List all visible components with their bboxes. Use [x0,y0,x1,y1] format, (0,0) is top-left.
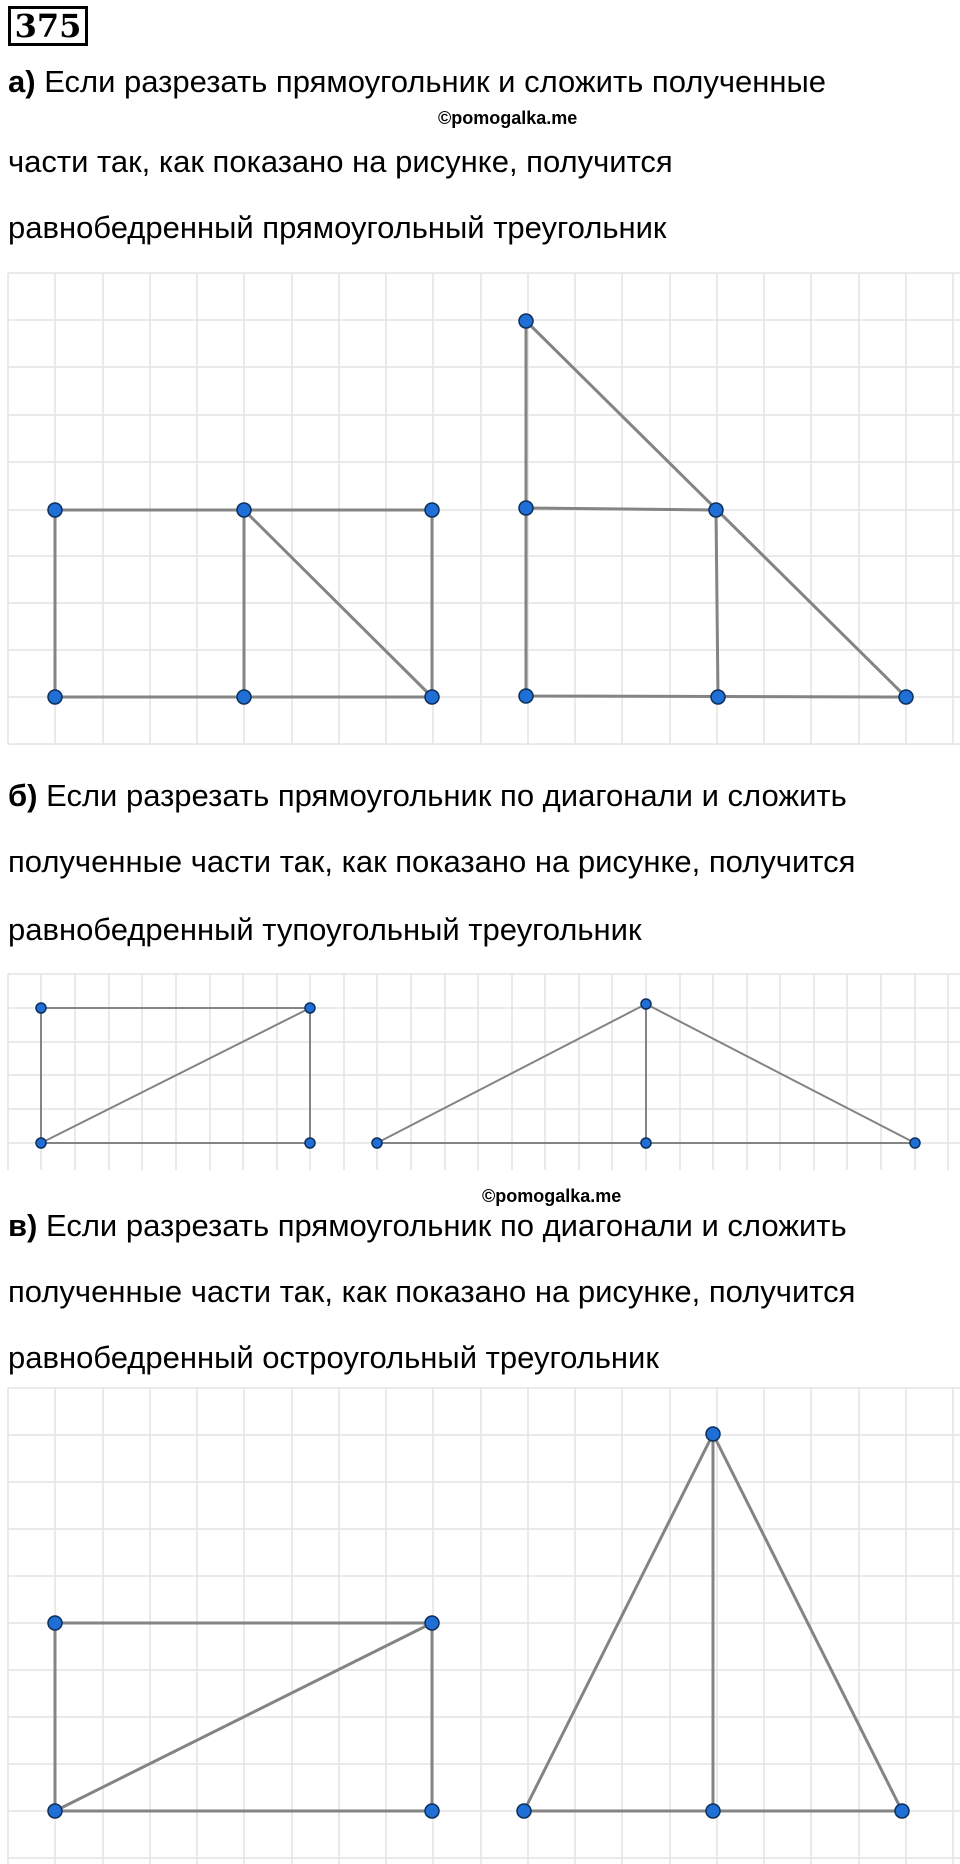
part-b-label: б) [8,778,38,813]
problem-number: 375 [8,6,88,46]
figure-c [0,1386,960,1864]
part-c-text-1: Если разрезать прямоугольник по диагонали и сложить [46,1208,847,1243]
point [519,689,533,703]
part-a-line-1 [8,62,826,102]
part-b-line-2: полученные части так, как показано на рисунке, получится [8,844,856,879]
figure-b-triangle [372,999,920,1148]
part-b-line-3: равнобедренный тупоугольный треугольник [8,912,642,947]
point [48,1804,62,1818]
figure-b-grid [8,974,960,1170]
figure-c-grid [8,1388,960,1864]
figure-a-triangle [519,314,913,704]
part-c-line-1 [8,1206,847,1246]
point [709,503,723,517]
part-b-text-1: Если разрезать прямоугольник по диагонали и сложить [46,778,847,813]
point [425,690,439,704]
figure-b [0,972,960,1172]
part-a-label: а) [8,64,36,99]
point [305,1003,315,1013]
point [519,501,533,515]
point [48,690,62,704]
part-a-line-2: части так, как показано на рисунке, получится [8,144,673,179]
point [425,1804,439,1818]
point [895,1804,909,1818]
point [425,503,439,517]
part-c-line-3: равнобедренный остроугольный треугольник [8,1340,659,1375]
point [48,1616,62,1630]
part-c-label: в) [8,1208,38,1243]
point [48,503,62,517]
figure-a [0,270,960,750]
watermark-top: ©pomogalka.me [438,108,578,128]
point [517,1804,531,1818]
point [519,314,533,328]
point [706,1804,720,1818]
part-b-line-1 [8,776,847,816]
part-c-line-2: полученные части так, как показано на рисунке, получится [8,1274,856,1309]
point [36,1003,46,1013]
point [706,1427,720,1441]
point [899,690,913,704]
point [372,1138,382,1148]
point [641,999,651,1009]
point [711,690,725,704]
point [425,1616,439,1630]
part-a-text-1: Если разрезать прямоугольник и сложить полученные [44,64,826,99]
point [237,503,251,517]
point [305,1138,315,1148]
watermark-middle: ©pomogalka.me [482,1186,622,1206]
point [641,1138,651,1148]
part-a-line-3: равнобедренный прямоугольный треугольник [8,210,667,245]
point [36,1138,46,1148]
point [237,690,251,704]
point [910,1138,920,1148]
